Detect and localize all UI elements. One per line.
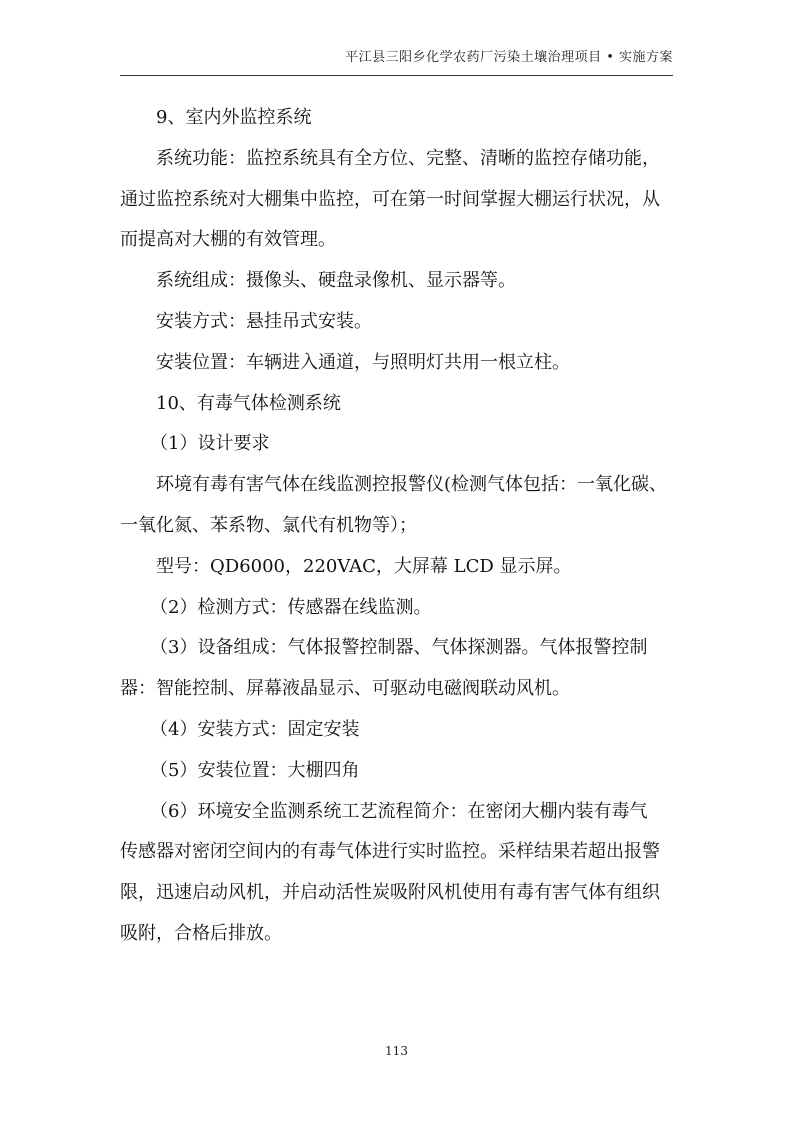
process-intro-line-1: （6）环境安全监测系统工艺流程简介：在密闭大棚内装有毒气 — [150, 800, 648, 822]
gas-alarm-desc-line-2: 一氧化氮、苯系物、氯代有机物等）； — [120, 514, 417, 536]
process-intro-line-4: 吸附，合格后排放。 — [120, 922, 282, 944]
installation-method: 安装方式：悬挂吊式安装。 — [156, 310, 372, 332]
installation-location: 安装位置：车辆进入通道，与照明灯共用一根立柱。 — [156, 351, 570, 373]
heading-monitoring-system: 9、室内外监控系统 — [156, 107, 312, 128]
process-intro-line-3: 限，迅速启动风机，并启动活性炭吸附风机使用有毒有害气体有组织 — [120, 882, 660, 904]
detection-method: （2）检测方式：传感器在线监测。 — [150, 596, 432, 618]
equipment-composition-line-1: （3）设备组成：气体报警控制器、气体探测器。气体报警控制 — [150, 637, 648, 659]
system-composition: 系统组成：摄像头、硬盘录像机、显示器等。 — [156, 270, 516, 292]
process-intro-line-2: 传感器对密闭空间内的有毒气体进行实时监控。采样结果若超出报警 — [120, 841, 660, 863]
page-number: 113 — [385, 1044, 408, 1058]
model-spec: 型号：QD6000，220VAC，大屏幕 LCD 显示屏。 — [156, 555, 572, 577]
gas-installation-method: （4）安装方式：固定安装 — [150, 718, 360, 740]
system-function-line-3: 而提高对大棚的有效管理。 — [120, 229, 336, 251]
heading-toxic-gas-system: 10、有毒气体检测系统 — [156, 392, 341, 414]
system-function-line-1: 系统功能：监控系统具有全方位、完整、清晰的监控存储功能， — [156, 147, 660, 169]
document-body — [120, 98, 673, 955]
header-divider — [120, 75, 673, 76]
gas-alarm-desc-line-1: 环境有毒有害气体在线监测控报警仪(检测气体包括：一氧化碳、 — [156, 474, 668, 496]
running-header: 平江县三阳乡化学农药厂污染土壤治理项目 • 实施方案 — [345, 50, 673, 65]
gas-installation-location: （5）安装位置：大棚四角 — [150, 759, 360, 781]
system-function-line-2: 通过监控系统对大棚集中监控，可在第一时间掌握大棚运行状况，从 — [120, 188, 660, 210]
design-requirements: （1）设计要求 — [150, 433, 270, 455]
equipment-composition-line-2: 器：智能控制、屏幕液晶显示、可驱动电磁阀联动风机。 — [120, 678, 570, 700]
